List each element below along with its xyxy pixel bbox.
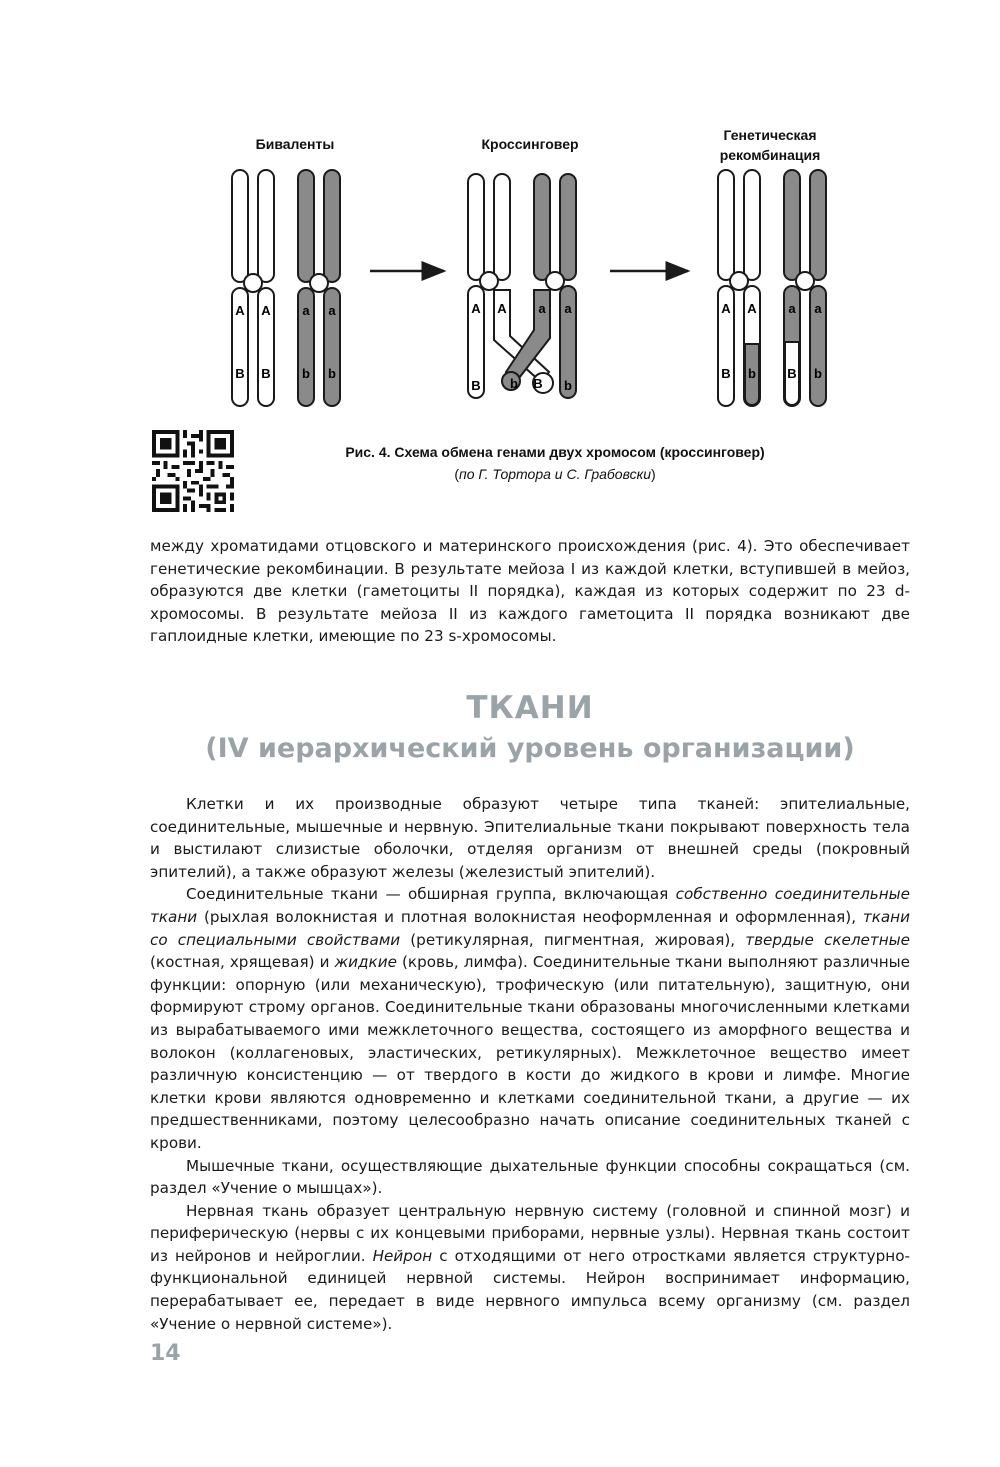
figure-caption [290, 441, 820, 485]
page-number: 14 [150, 1341, 181, 1366]
gene-label: B [533, 376, 543, 391]
paragraph-nervous [150, 1200, 910, 1336]
text-run: (костная, хрящевая) и [150, 953, 335, 972]
centromere [546, 272, 564, 290]
caption-source: (по Г. Тортора и С. Грабовски) [454, 466, 656, 482]
section-body [150, 793, 910, 1335]
emphasis: жидкие [334, 953, 397, 972]
section-title: ТКАНИ [466, 690, 594, 726]
text-run: (рыхлая волокнистая и плотная волокнистая неоформленная и оформленная), [197, 907, 863, 926]
caption-source-text: по Г. Тортора и С. Грабовски [459, 466, 651, 482]
text-run: (ретикулярная, пигментная, жировая), [400, 930, 746, 949]
paragraph: между хроматидами отцовского и материнского происхождения (рис. 4). Это обеспечивает генетические рекомбинации. В результате мейоза I из каждой клетки, вступившей в мейоз, образуются две клетки (гаметоциты II порядка), каждая из которых содержит по 23 d-хромосомы. В результате мейоза II из каждого гаметоцита II порядка возникают две гаплоидные клетки, имеющие по 23 s-хромосомы. [150, 537, 910, 646]
crossover-diagram [200, 150, 860, 420]
qr-code-icon[interactable] [152, 430, 234, 512]
text-run: (кровь, лимфа). Соединительные ткани выполняют различные функции: опорную (или механическую), трофическую (или питательную), защитную, они формируют строму органов. Соединительные ткани образованы многочисленными клетками из вырабатываемого ими межклеточного вещества, состоящего из аморфного вещества и волокон (коллагеновых, эластических, ретикулярных). Межклеточное вещество имеет различную консистенцию — от твердого в кости до жидкого в крови и лимфе. Многие клетки крови являются одновременно и клетками соединительной ткани, а другие — их предшественниками, поэтому целесообразно начать описание соединительных тканей с крови. [150, 953, 911, 1152]
centromere [310, 274, 328, 292]
emphasis: твердые скелетные [745, 930, 911, 949]
chromatid [560, 174, 576, 280]
gene-label: A [747, 301, 757, 316]
centromere [480, 272, 498, 290]
gene-label: B [787, 366, 797, 381]
gene-label: A [471, 301, 481, 316]
chromatid [468, 174, 484, 280]
chromatid [232, 170, 248, 282]
gene-label: B [471, 378, 481, 393]
gene-label: a [788, 301, 796, 316]
paragraph-connective [150, 883, 910, 1154]
gene-label: b [302, 366, 310, 381]
gene-label: a [328, 303, 336, 318]
chromatid [298, 170, 314, 282]
gene-label: a [564, 301, 572, 316]
gene-label: b [564, 378, 572, 393]
gene-label: B [721, 366, 731, 381]
label-bivalents: Биваленты [255, 136, 335, 152]
gene-label: A [497, 301, 507, 316]
gene-label: a [538, 301, 546, 316]
gene-label: b [510, 376, 518, 391]
gene-label: b [814, 366, 822, 381]
text-run: с отходящими от него отростками является структурно-функциональной единицей нервной системы. Нейрон воспринимает информацию, перерабатывает ее, передает в виде нервного импульса всему организму (см. раздел «Учение о нервной системе»). [150, 1246, 910, 1333]
gene-label: A [261, 303, 271, 318]
chromatid [258, 170, 274, 282]
chromatid [494, 174, 510, 280]
chromatid [534, 174, 550, 280]
centromere [730, 272, 748, 290]
centromere [244, 274, 262, 292]
section-subtitle: (IV иерархический уровень организации) [205, 733, 855, 764]
centromere [796, 272, 814, 290]
gene-label: b [328, 366, 336, 381]
caption-title: Рис. 4. Схема обмена генами двух хромосом (кроссинговер) [345, 444, 765, 460]
intro-text [150, 535, 910, 648]
chromatid [810, 170, 826, 280]
text-run: Соединительные ткани — обширная группа, включающая [186, 885, 676, 904]
gene-label: B [235, 366, 245, 381]
text-run: Нервная ткань образует центральную нервную систему (головной и спинной мозг) и периферическую (нервы с их концевыми приборами, нервные узлы). Нервная ткань состоит из нейронов и нейроглии. [150, 1201, 910, 1265]
gene-label: A [721, 301, 731, 316]
gene-label: b [748, 366, 756, 381]
paragraph-muscle: Мышечные ткани, осуществляющие дыхательные функции способны сокращаться (см. раздел «Учение о мышцах»). [150, 1156, 910, 1198]
gene-label: A [235, 303, 245, 318]
gene-label: a [814, 301, 822, 316]
chromatid [324, 170, 340, 282]
emphasis: собственно соединительные ткани [150, 885, 910, 926]
emphasis: ткани со специальными свойствами [150, 907, 910, 949]
chromatid [718, 170, 734, 280]
label-recombination-line1: Генетическая [723, 127, 817, 143]
label-recombination-line2: рекомбинация [719, 147, 821, 163]
label-crossover: Кроссинговер [481, 136, 579, 152]
emphasis: Нейрон [372, 1246, 433, 1265]
chromatid [744, 170, 760, 280]
gene-label: a [302, 303, 310, 318]
paragraph-epithelial: Клетки и их производные образуют четыре типа тканей: эпителиальные, соединительные, мышечные и нервную. Эпителиальные ткани покрывают поверхность тела и выстилают слизистые оболочки, отделяя организм от внешней среды (покровный эпителий), а также образуют железы (железистый эпителий). [150, 795, 910, 881]
gene-label: B [261, 366, 271, 381]
chromatid [784, 170, 800, 280]
